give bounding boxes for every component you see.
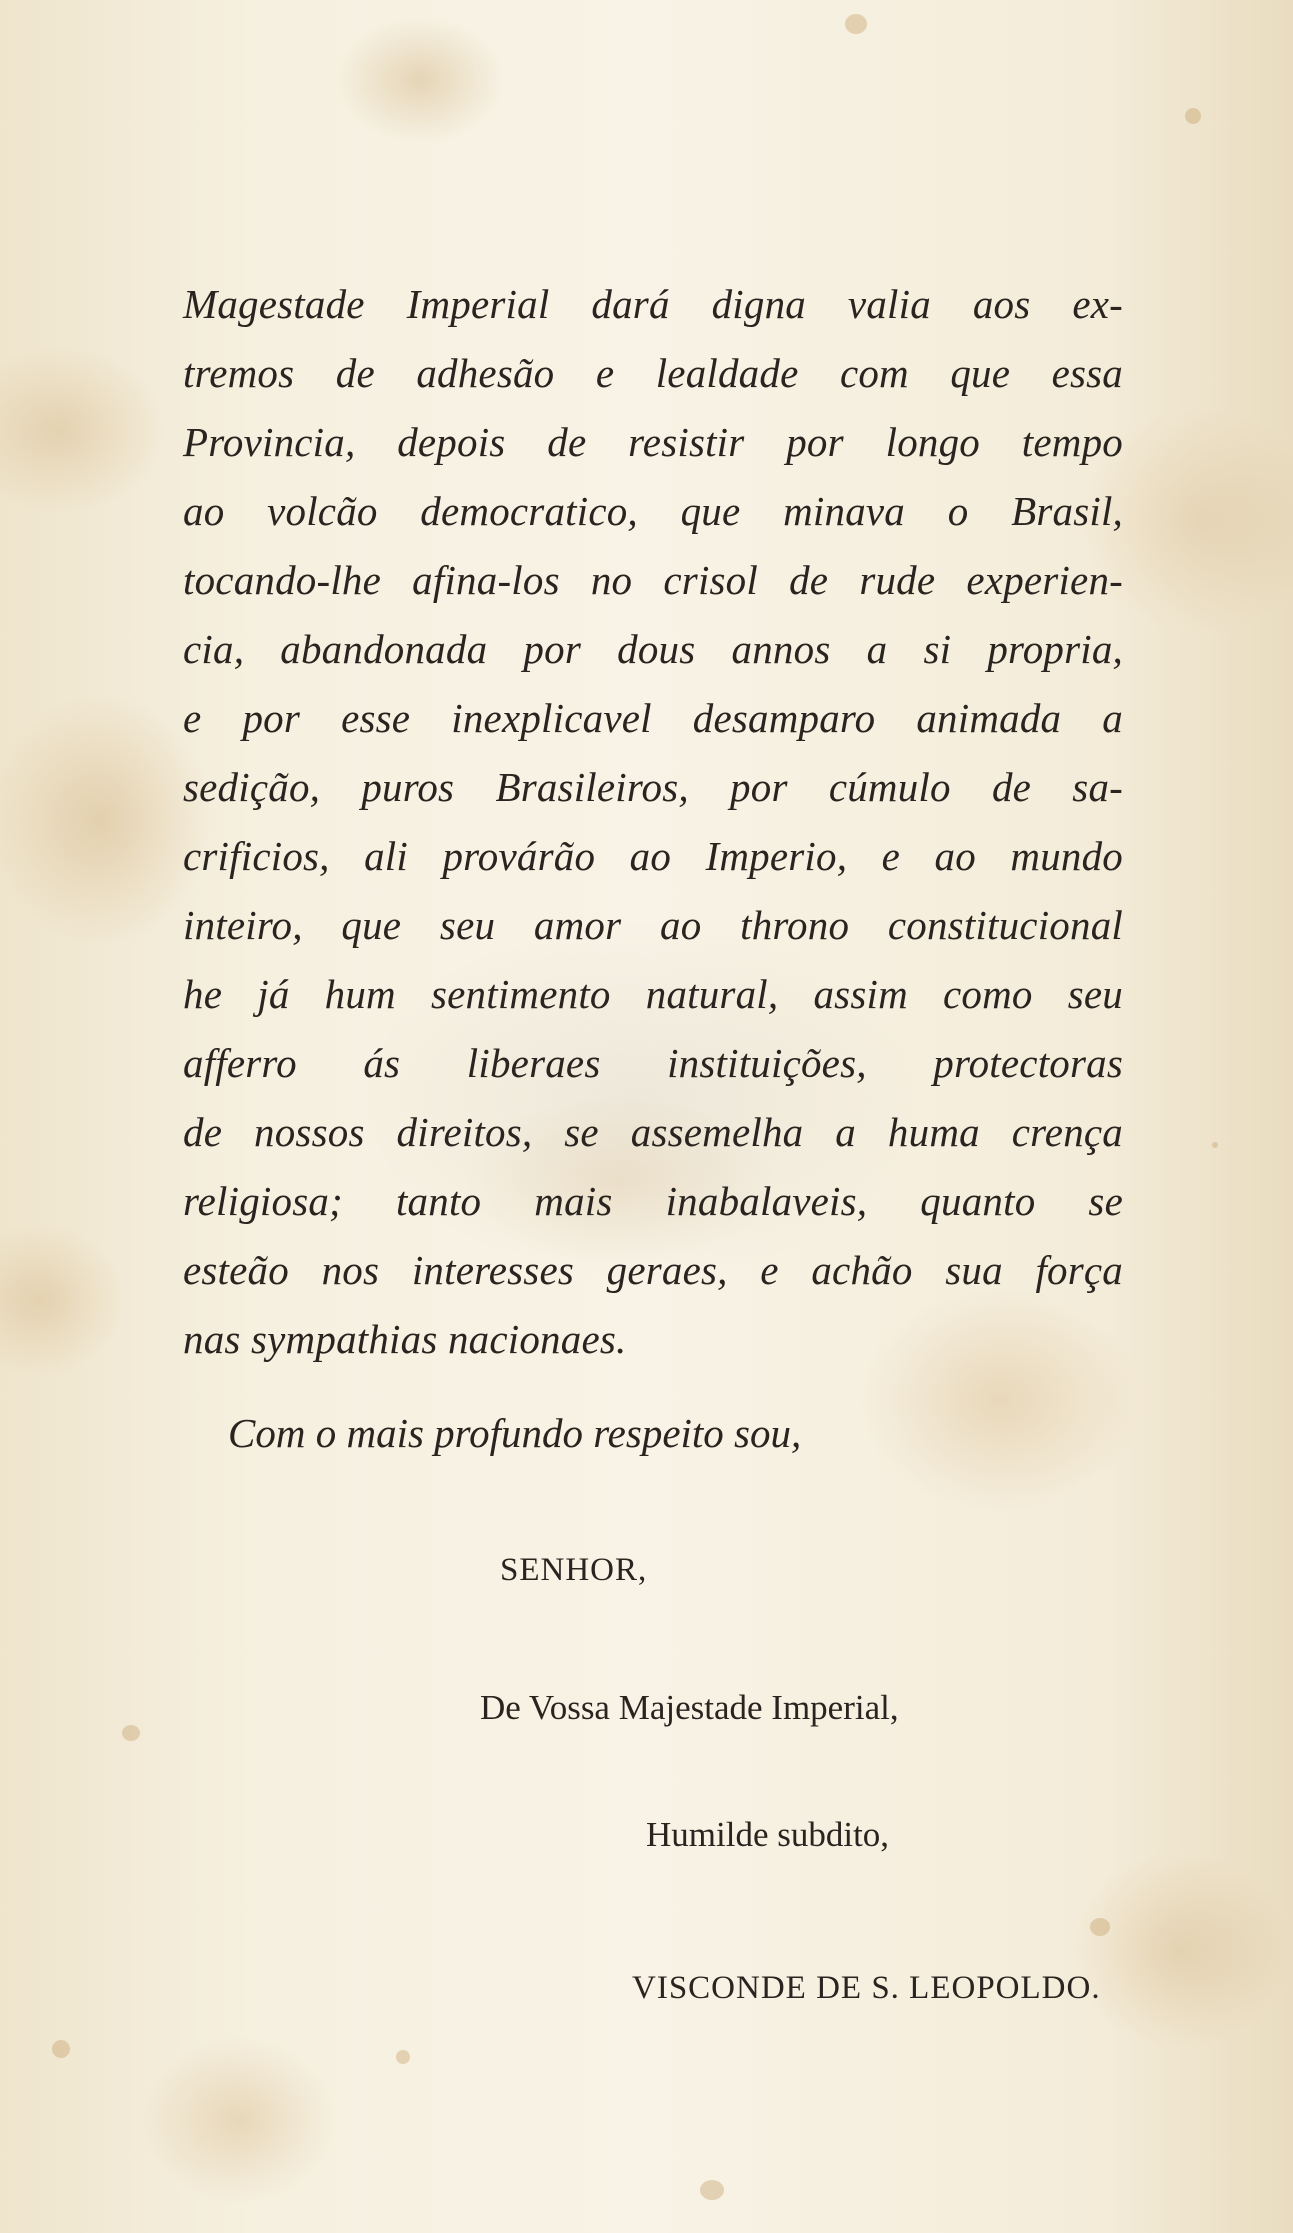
body-line: Magestade Imperial dará digna valia aos ex- xyxy=(183,281,1123,327)
foxing-spot xyxy=(1090,1918,1110,1936)
foxing-spot xyxy=(52,2040,70,2058)
body-line: sedição, puros Brasileiros, por cúmulo de sa- xyxy=(183,764,1123,810)
body-line: tremos de adhesão e lealdade com que essa xyxy=(183,350,1123,396)
foxing-spot xyxy=(1185,108,1201,124)
body-line: de nossos direitos, se assemelha a huma crença xyxy=(183,1109,1123,1155)
body-line: religiosa; tanto mais inabalaveis, quanto se xyxy=(183,1178,1123,1224)
subject-line: Humilde subdito, xyxy=(646,1815,890,1854)
foxing-spot xyxy=(122,1725,140,1741)
foxing-spot xyxy=(845,14,867,34)
majesty-line: De Vossa Majestade Imperial, xyxy=(480,1688,899,1727)
body-line: e por esse inexplicavel desamparo animada a xyxy=(183,695,1123,741)
body-line: he já hum sentimento natural, assim como seu xyxy=(183,971,1123,1017)
body-line: esteão nos interesses geraes, e achão sua força xyxy=(183,1247,1123,1293)
body-line: cia, abandonada por dous annos a si propria, xyxy=(183,626,1123,672)
body-paragraph xyxy=(183,270,1123,1374)
salutation: SENHOR, xyxy=(500,1552,648,1588)
body-line: nas sympathias nacionaes. xyxy=(183,1316,627,1362)
signature: VISCONDE DE S. LEOPOLDO. xyxy=(632,1970,1101,2006)
body-line: inteiro, que seu amor ao throno constitucional xyxy=(183,902,1123,948)
foxing-spot xyxy=(700,2180,724,2200)
body-line: tocando-lhe afina-los no crisol de rude experien- xyxy=(183,557,1123,603)
closing-phrase: Com o mais profundo respeito sou, xyxy=(228,1410,802,1456)
body-line: ao volcão democratico, que minava o Brasil, xyxy=(183,488,1123,534)
body-line: crificios, ali provárão ao Imperio, e ao mundo xyxy=(183,833,1123,879)
body-line: Provincia, depois de resistir por longo tempo xyxy=(183,419,1123,465)
foxing-spot xyxy=(1212,1142,1218,1148)
foxing-spot xyxy=(396,2050,410,2064)
body-line: afferro ás liberaes instituições, protectoras xyxy=(183,1040,1123,1086)
